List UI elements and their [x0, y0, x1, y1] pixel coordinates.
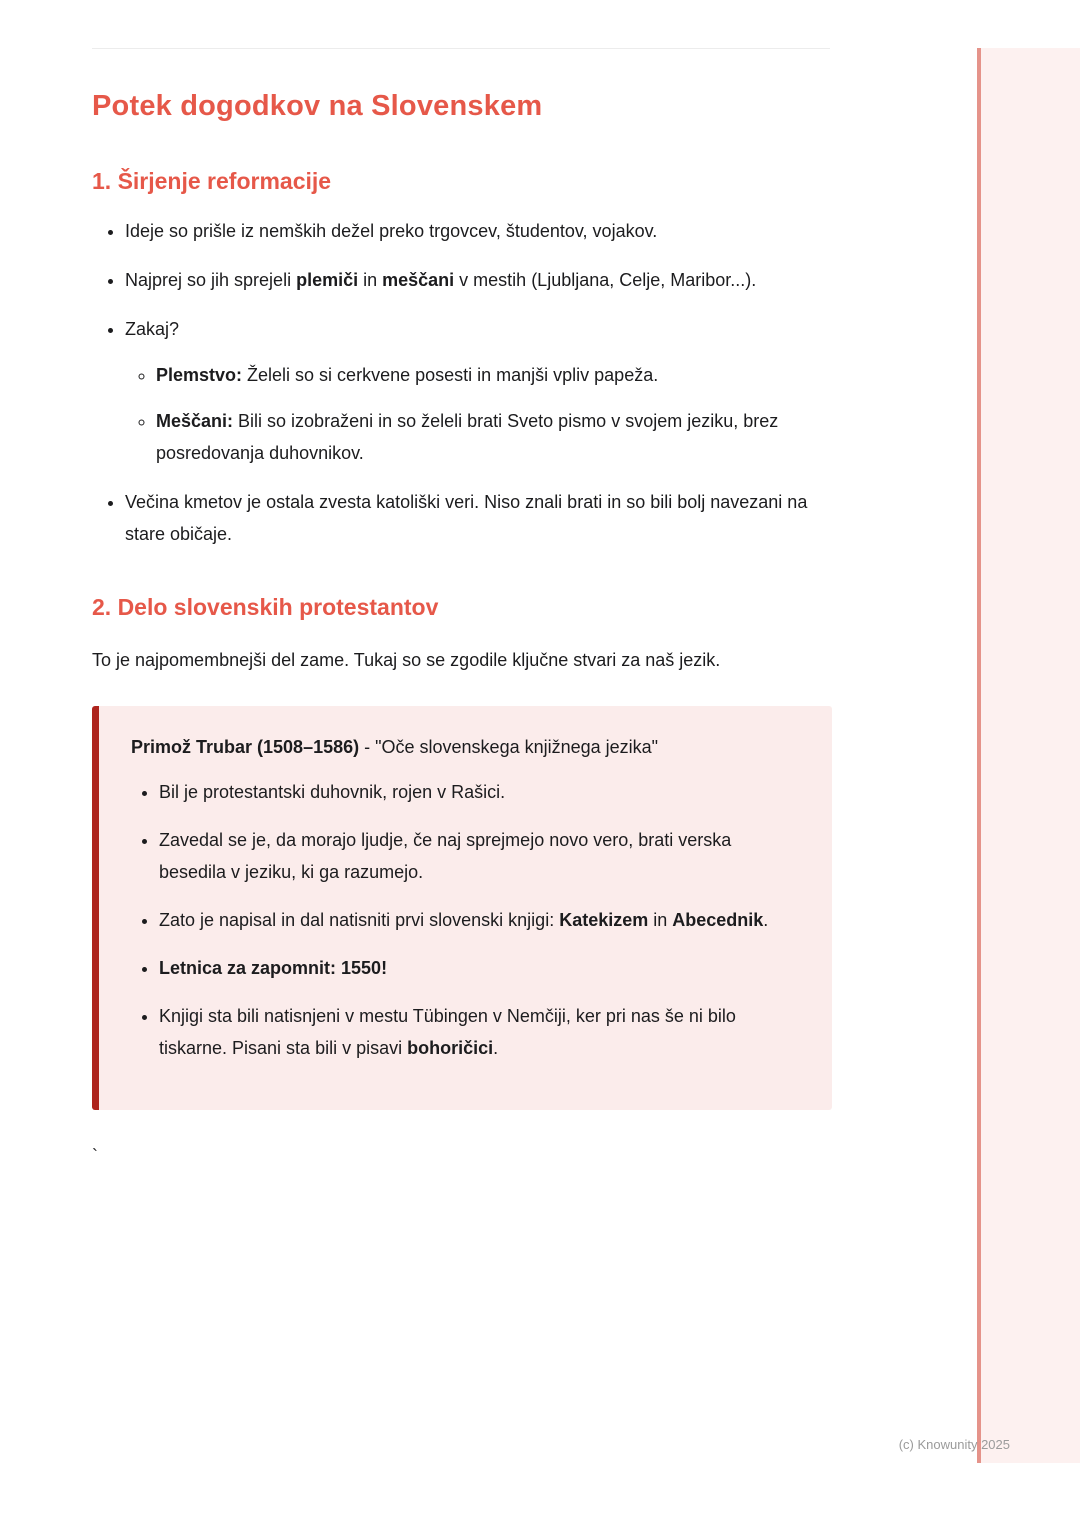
footer-credit: (c) Knowunity 2025: [898, 1437, 1010, 1452]
text-segment: Zavedal se je, da morajo ljudje, če naj sprejmejo novo vero, brati verska besedila v jeziku, ki ga razumejo.: [159, 829, 732, 882]
text-segment-bold: Katekizem: [559, 909, 649, 930]
text-segment: in: [648, 909, 673, 930]
text-segment: Najprej so jih sprejeli: [125, 270, 297, 291]
text-segment-bold: Plemstvo:: [156, 365, 243, 386]
text-segment: v mestih (Ljubljana, Celje, Maribor...).: [454, 270, 757, 291]
bullet-item: [159, 904, 802, 936]
text-segment: Želeli so si cerkvene posesti in manjši vpliv papeža.: [242, 365, 659, 386]
bullet-item: [159, 952, 802, 984]
text-segment: in: [358, 270, 383, 291]
text-segment: Knjigi sta bili natisnjeni v mestu Tübingen v Nemčiji, ker pri nas še ni bilo tiskarne. Pisani sta bili v pisavi: [159, 1005, 736, 1058]
text-segment: .: [493, 1037, 499, 1058]
trubar-callout: [92, 706, 832, 1110]
text-segment: - "Oče slovenskega knjižnega jezika": [359, 736, 659, 757]
bullet-item: [125, 486, 832, 550]
text-segment: .: [763, 909, 769, 930]
document-content: [92, 49, 832, 1167]
sub-bullet-item: [156, 359, 832, 391]
bullet-item: [159, 1000, 802, 1064]
text-segment-bold: Letnica za zapomnit: 1550!: [159, 957, 388, 978]
bullet-item: [159, 824, 802, 888]
callout-title: [131, 732, 802, 762]
section-1-heading: 1. Širjenje reformacije: [92, 167, 332, 194]
reasons-sublist: [125, 359, 832, 469]
section-2-heading: 2. Delo slovenskih protestantov: [92, 594, 439, 621]
page-title: Potek dogodkov na Slovenskem: [92, 90, 543, 122]
sub-bullet-item: [156, 405, 832, 469]
text-segment-bold: Meščani:: [156, 411, 234, 432]
text-segment: Bili so izobraženi in so želeli brati Sveto pismo v svojem jeziku, brez posredovanja duhovnikov.: [156, 411, 779, 464]
bullet-item: [125, 264, 832, 296]
bullet-item: [125, 215, 832, 247]
text-segment-bold: Abecednik: [672, 909, 764, 930]
text-segment-bold: Primož Trubar (1508–1586): [131, 736, 360, 757]
section-2-intro: To je najpomembnejši del zame. Tukaj so se zgodile ključne stvari za naš jezik.: [92, 649, 721, 670]
text-segment: Bil je protestantski duhovnik, rojen v Rašici.: [159, 781, 506, 802]
text-segment-bold: meščani: [382, 270, 455, 291]
stray-backtick: `: [92, 1145, 98, 1166]
bullet-item: [125, 313, 832, 469]
reformation-list: [92, 215, 832, 550]
callout-list: [131, 776, 802, 1064]
bullet-item: [159, 776, 802, 808]
text-segment-bold: bohoričici: [407, 1037, 494, 1058]
text-segment-bold: plemiči: [296, 270, 359, 291]
text-segment: Zakaj?: [125, 319, 180, 340]
text-segment: Večina kmetov je ostala zvesta katoliški veri. Niso znali brati in so bili bolj navezani na stare običaje.: [125, 492, 808, 545]
text-segment: Zato je napisal in dal natisniti prvi slovenski knjigi:: [159, 909, 560, 930]
text-segment: Ideje so prišle iz nemških dežel preko trgovcev, študentov, vojakov.: [125, 221, 658, 242]
side-strip: [977, 48, 1080, 1463]
